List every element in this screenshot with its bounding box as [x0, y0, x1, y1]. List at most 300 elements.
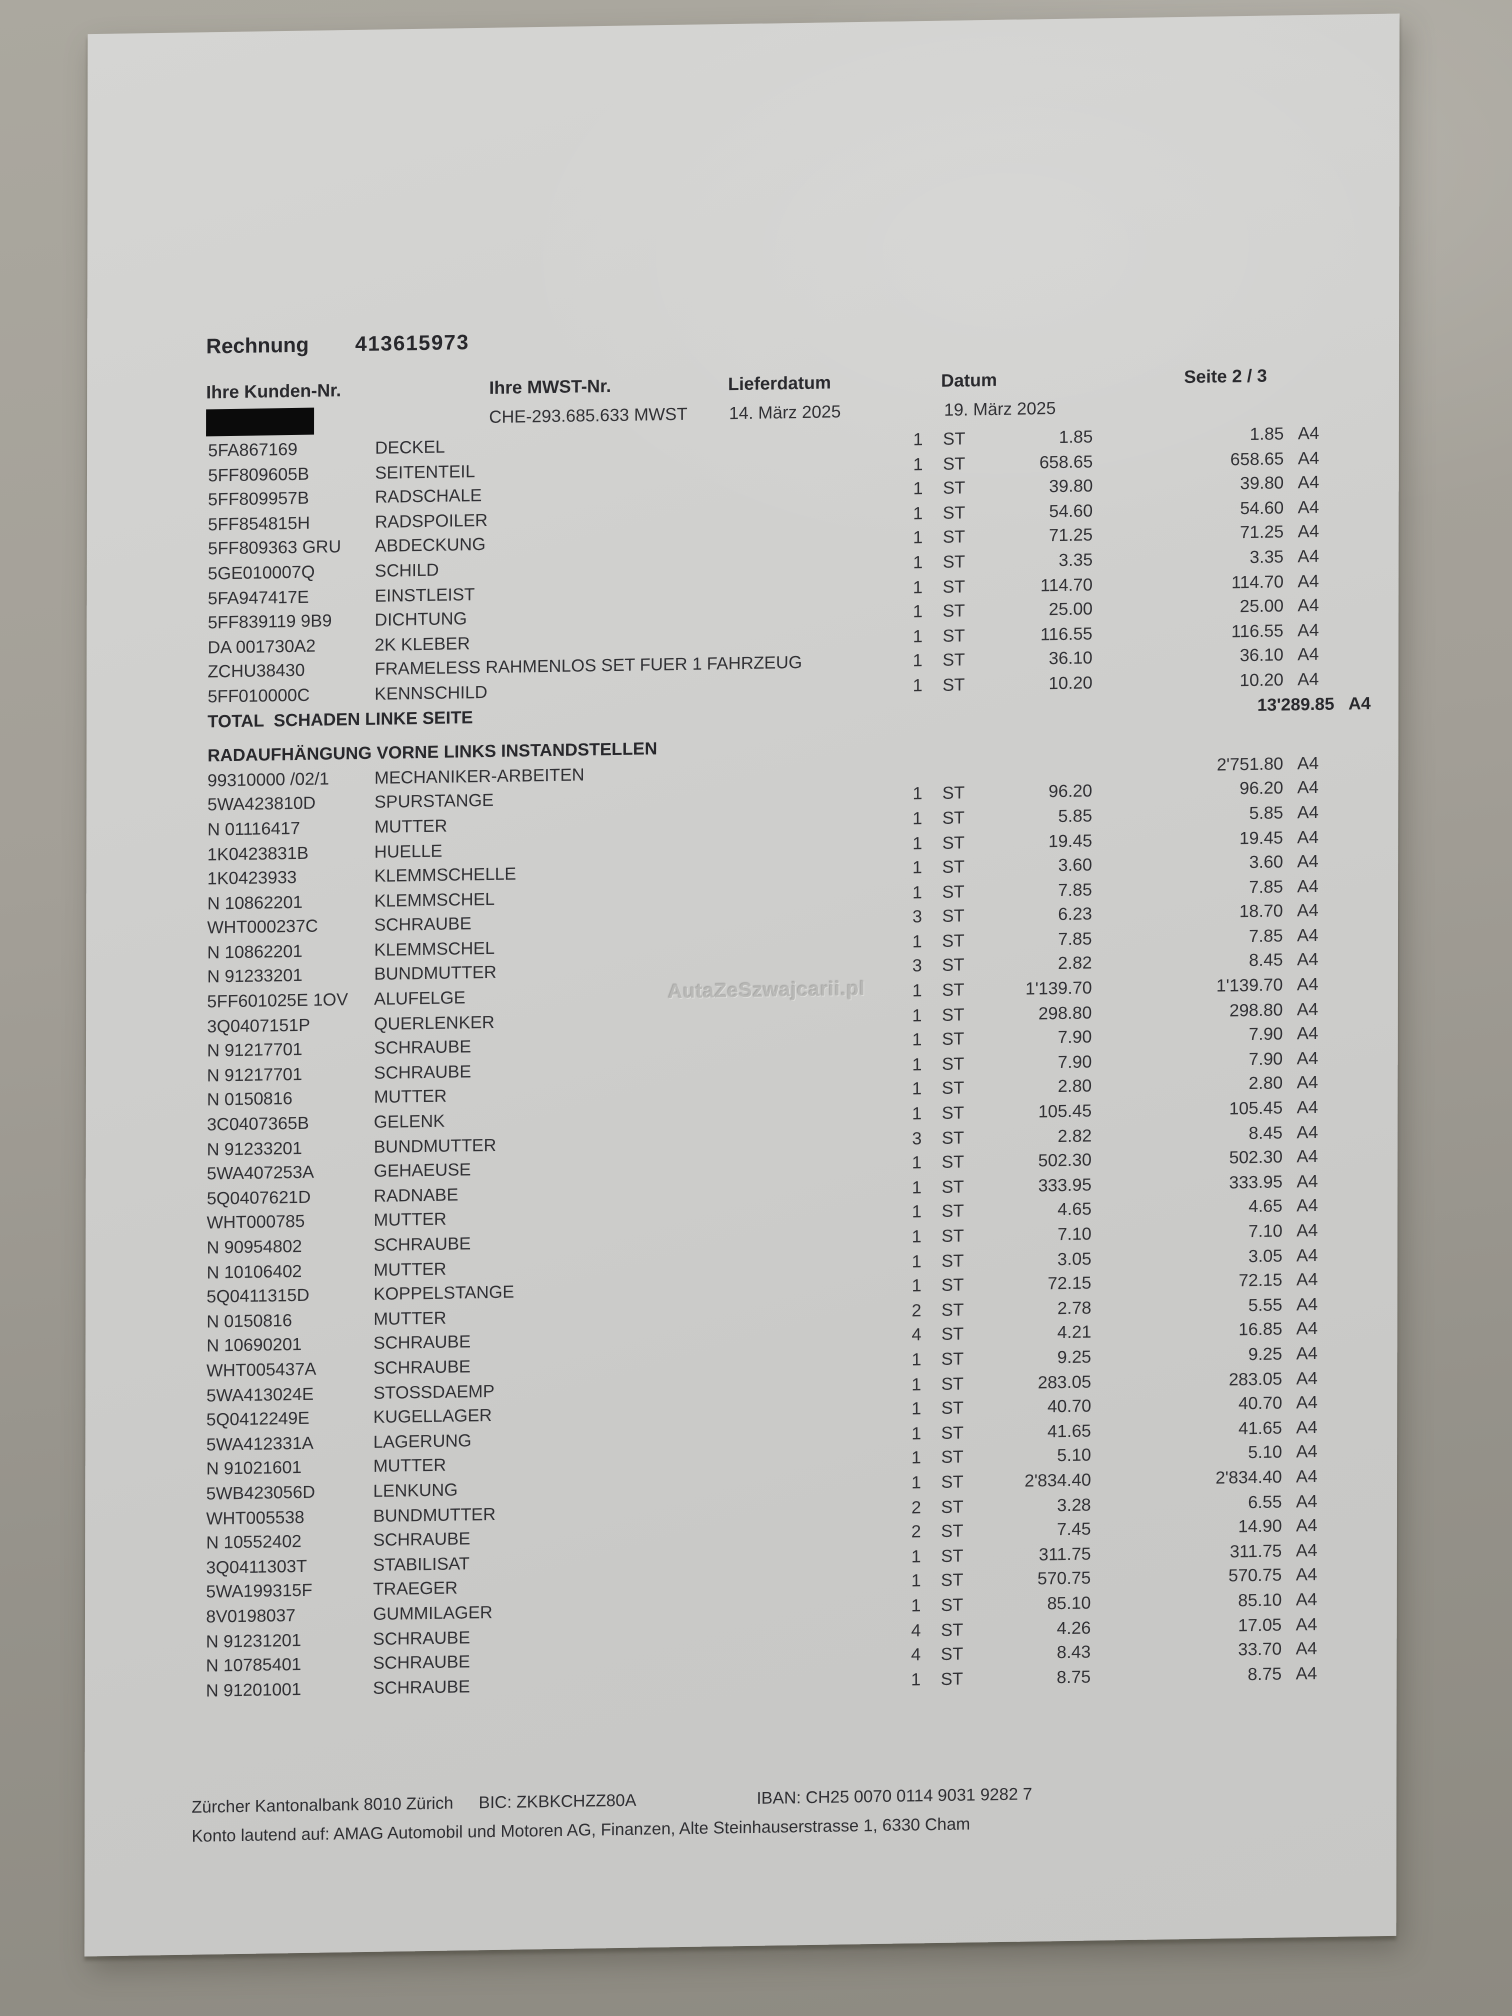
- quantity-cell: 3: [912, 906, 923, 927]
- part-number-cell: 1K0423933: [207, 867, 297, 889]
- description-cell: GUMMILAGER: [372, 1601, 493, 1624]
- unit-cell: [942, 756, 982, 781]
- quantity-cell: 2: [911, 1496, 922, 1517]
- part-number-cell: 5FF809957B: [207, 487, 310, 510]
- unit-cell: ST: [941, 1077, 965, 1099]
- part-number-cell: 5FF809363 GRU: [207, 536, 342, 559]
- description-cell: GEHAEUSE: [373, 1159, 471, 1182]
- account-code-cell: A4: [1296, 1441, 1318, 1462]
- account-code-cell: A4: [1297, 826, 1319, 847]
- quantity-cell: 1: [911, 1545, 921, 1567]
- line-total-cell: 1'139.70: [1216, 974, 1283, 996]
- description-cell: LENKUNG: [373, 1479, 458, 1501]
- unit-price-cell: 1'139.70: [1025, 977, 1092, 999]
- description-cell: MECHANIKER-ARBEITEN: [374, 764, 585, 788]
- quantity-cell: 1: [911, 1250, 922, 1271]
- part-number-cell: 8V0198037: [205, 1604, 296, 1627]
- account-code-cell: A4: [1295, 1613, 1318, 1634]
- unit-price-cell: 5.85: [1058, 805, 1093, 826]
- part-number-cell: 5Q0411315D: [206, 1285, 310, 1307]
- quantity-cell: 1: [913, 502, 923, 524]
- description-cell: 2K KLEBER: [374, 632, 470, 655]
- account-code-cell: A4: [1295, 1515, 1318, 1536]
- part-number-cell: N 01116417: [207, 817, 301, 840]
- description-cell: SCHRAUBE: [373, 1356, 471, 1378]
- quantity-cell: 1: [911, 1472, 922, 1493]
- unit-price-cell: 19.45: [1048, 829, 1093, 851]
- part-number-cell: 5WA412331A: [206, 1432, 314, 1455]
- unit-cell: ST: [941, 1176, 965, 1197]
- quantity-cell: 2: [911, 1300, 922, 1321]
- quantity-cell: 1: [911, 1668, 921, 1690]
- account-code-cell: A4: [1296, 1367, 1318, 1388]
- line-total-cell: 8.45: [1248, 949, 1283, 971]
- account-code-cell: A4: [1296, 1269, 1318, 1290]
- account-code-cell: A4: [1297, 801, 1319, 823]
- line-total-cell: 39.80: [1239, 472, 1284, 494]
- unit-price-cell: 5.10: [1057, 1444, 1092, 1466]
- quantity-cell: 1: [911, 1103, 922, 1124]
- description-cell: FRAMELESS RAHMENLOS SET FUER 1 FAHRZEUG: [374, 652, 803, 680]
- unit-price-cell: 8.75: [1056, 1666, 1091, 1687]
- unit-cell: ST: [942, 782, 965, 804]
- line-total-cell: 298.80: [1229, 999, 1283, 1021]
- section-total-label: TOTAL SCHADEN LINKE SEITE: [207, 706, 473, 731]
- quantity-cell: 1: [911, 1570, 921, 1591]
- account-code-cell: A4: [1297, 570, 1320, 591]
- line-total-cell: 3.35: [1249, 546, 1284, 567]
- description-cell: KLEMMSCHELLE: [374, 863, 517, 886]
- description-cell: BUNDMUTTER: [373, 1503, 496, 1526]
- unit-price-cell: 7.85: [1057, 928, 1093, 949]
- unit-cell: ST: [941, 1004, 965, 1025]
- line-total-cell: 40.70: [1238, 1392, 1283, 1414]
- quantity-cell: 1: [912, 1029, 922, 1050]
- unit-cell: ST: [941, 1028, 965, 1050]
- account-code-cell: A4: [1297, 496, 1320, 517]
- watermark: AutaZeSzwajcarii.pl: [667, 978, 866, 1004]
- part-number-cell: N 90954802: [206, 1235, 303, 1258]
- unit-cell: ST: [942, 930, 965, 951]
- line-total-cell: 2'834.40: [1215, 1466, 1283, 1488]
- unit-cell: ST: [942, 807, 965, 828]
- unit-cell: ST: [942, 453, 966, 474]
- account-code-cell: A4: [1297, 545, 1320, 567]
- unit-cell: ST: [942, 881, 965, 902]
- line-total-cell: 5.85: [1249, 802, 1284, 823]
- quantity-cell: 4: [911, 1619, 921, 1640]
- account-code-cell: A4: [1296, 1170, 1318, 1192]
- account-code-cell: A4: [1297, 644, 1319, 665]
- description-cell: GELENK: [373, 1110, 445, 1132]
- account-code-cell: A4: [1295, 1588, 1318, 1610]
- part-number-cell: 5FA947417E: [207, 586, 309, 608]
- unit-cell: ST: [941, 1151, 965, 1173]
- account-code-cell: A4: [1296, 1293, 1318, 1315]
- description-cell: STABILISAT: [373, 1553, 470, 1575]
- quantity-cell: 1: [912, 1078, 922, 1099]
- description-cell: SCHRAUBE: [373, 1528, 471, 1550]
- unit-price-cell: 333.95: [1038, 1174, 1092, 1196]
- description-cell: MUTTER: [373, 1307, 447, 1329]
- unit-price-cell: 39.80: [1049, 475, 1093, 497]
- quantity-cell: 1: [911, 1373, 922, 1394]
- quantity-cell: 1: [912, 783, 923, 804]
- unit-cell: ST: [941, 1446, 964, 1468]
- quantity-cell: 1: [911, 1349, 922, 1370]
- quantity-cell: 1: [912, 1054, 922, 1075]
- unit-price-cell: 7.45: [1056, 1518, 1092, 1540]
- line-items-table: [85, 420, 1399, 1705]
- description-cell: QUERLENKER: [373, 1011, 495, 1034]
- part-number-cell: 5WA423810D: [207, 792, 316, 815]
- unit-cell: ST: [941, 1323, 964, 1345]
- description-cell: SCHRAUBE: [373, 1331, 471, 1354]
- part-number-cell: 5WB423056D: [206, 1481, 316, 1504]
- part-number-cell: 3C0407365B: [206, 1112, 310, 1135]
- description-cell: SCHRAUBE: [373, 1233, 471, 1255]
- account-holder-line: Konto lautend auf: AMAG Automobil und Motoren AG, Finanzen, Alte Steinhauserstrasse 1, 6330 Cham: [191, 1814, 971, 1846]
- account-code-cell: A4: [1297, 875, 1319, 896]
- account-code-cell: A4: [1296, 1219, 1318, 1241]
- quantity-cell: 1: [912, 576, 923, 597]
- unit-price-cell: 3.28: [1056, 1494, 1092, 1515]
- line-total-cell: 85.10: [1238, 1589, 1282, 1611]
- line-total-cell: 116.55: [1231, 620, 1284, 642]
- description-cell: KOPPELSTANGE: [373, 1281, 515, 1305]
- line-total-cell: 7.90: [1248, 1023, 1283, 1045]
- account-code-cell: A4: [1296, 1195, 1318, 1216]
- unit-price-cell: 7.10: [1057, 1223, 1092, 1245]
- quantity-cell: 1: [911, 1152, 922, 1173]
- line-total-cell: 333.95: [1229, 1171, 1283, 1193]
- quantity-cell: 1: [912, 980, 922, 1001]
- unit-price-cell: 2.80: [1057, 1075, 1092, 1097]
- quantity-cell: [854, 757, 922, 783]
- part-number-cell: N 0150816: [206, 1309, 293, 1332]
- quantity-cell: 1: [912, 832, 923, 853]
- unit-cell: ST: [942, 649, 965, 671]
- unit-price-cell: 7.90: [1057, 1026, 1092, 1048]
- unit-cell: ST: [941, 1299, 964, 1320]
- unit-price-cell: 105.45: [1038, 1100, 1092, 1122]
- unit-price-cell: 9.25: [1057, 1346, 1092, 1368]
- quantity-cell: 1: [912, 601, 923, 622]
- customer-number-redaction: [206, 408, 314, 437]
- description-cell: KENNSCHILD: [374, 681, 488, 704]
- delivery-date-label: Lieferdatum: [728, 372, 832, 395]
- account-code-cell: A4: [1296, 1244, 1318, 1265]
- part-number-cell: 5GE010007Q: [207, 561, 315, 584]
- part-number-cell: 5FF809605B: [207, 463, 310, 485]
- account-code-cell: A4: [1296, 1146, 1319, 1167]
- line-total-cell: 33.70: [1237, 1638, 1282, 1660]
- line-total-cell: 71.25: [1239, 521, 1284, 543]
- account-code-cell: A4: [1297, 668, 1319, 690]
- unit-price-cell: 114.70: [1040, 574, 1093, 595]
- unit-price-cell: 25.00: [1048, 598, 1093, 620]
- line-total-cell: 5.55: [1248, 1294, 1283, 1315]
- unit-price-cell: 283.05: [1037, 1371, 1092, 1392]
- unit-cell: ST: [940, 1520, 964, 1542]
- line-total-cell: 3.60: [1249, 851, 1284, 873]
- unit-cell: ST: [940, 1619, 964, 1640]
- part-number-cell: DA 001730A2: [207, 635, 316, 658]
- unit-cell: ST: [940, 1569, 964, 1591]
- description-cell: KLEMMSCHEL: [374, 937, 495, 960]
- unit-price-cell: 502.30: [1038, 1149, 1092, 1171]
- part-number-cell: 5FF601025E 1OV: [207, 989, 349, 1012]
- unit-cell: ST: [941, 1053, 965, 1074]
- unit-price-cell: 72.15: [1047, 1272, 1092, 1294]
- description-cell: MUTTER: [374, 815, 448, 837]
- line-total-cell: 8.45: [1248, 1122, 1283, 1143]
- line-total-cell: 1.85: [1249, 423, 1284, 444]
- quantity-cell: 1: [913, 429, 923, 450]
- account-code-cell: A4: [1295, 1539, 1318, 1561]
- unit-price-cell: 71.25: [1048, 524, 1093, 546]
- part-number-cell: 5WA413024E: [206, 1383, 314, 1406]
- description-cell: SCHRAUBE: [373, 1061, 472, 1083]
- quantity-cell: 4: [911, 1644, 921, 1665]
- quantity-cell: 1: [911, 1422, 922, 1444]
- unit-cell: ST: [942, 477, 966, 498]
- unit-cell: ST: [940, 1643, 964, 1665]
- line-total-cell: 7.10: [1248, 1220, 1283, 1242]
- line-total-cell: 7.90: [1248, 1048, 1283, 1069]
- line-total-cell: 2'751.80: [1216, 753, 1284, 775]
- description-cell: MUTTER: [373, 1455, 447, 1477]
- line-total-cell: 114.70: [1231, 571, 1284, 592]
- account-code-cell: A4: [1297, 447, 1320, 468]
- description-cell: DICHTUNG: [374, 608, 468, 630]
- part-number-cell: WHT000785: [206, 1211, 305, 1233]
- unit-price-cell: 7.85: [1058, 879, 1093, 900]
- account-code-cell: A4: [1296, 1416, 1318, 1438]
- part-number-cell: WHT005538: [206, 1506, 305, 1529]
- quantity-cell: 1: [911, 1595, 921, 1616]
- account-code-cell: A4: [1295, 1564, 1318, 1585]
- unit-price-cell: [982, 754, 1092, 780]
- part-number-cell: 3Q0411303T: [206, 1555, 307, 1578]
- quantity-cell: 1: [912, 808, 923, 829]
- invoice-footer: [85, 1774, 1397, 1846]
- part-number-cell: N 10862201: [207, 891, 303, 914]
- unit-cell: ST: [942, 551, 966, 572]
- account-code-cell: A4: [1296, 1318, 1318, 1339]
- unit-cell: ST: [942, 856, 965, 877]
- unit-price-cell: 658.65: [1039, 451, 1093, 472]
- line-total-cell: 3.05: [1248, 1245, 1283, 1266]
- unit-price-cell: 10.20: [1048, 672, 1093, 694]
- description-cell: SCHILD: [374, 559, 439, 581]
- description-cell: MUTTER: [373, 1086, 447, 1108]
- description-cell: BUNDMUTTER: [373, 1134, 497, 1157]
- quantity-cell: 1: [912, 881, 923, 903]
- quantity-cell: 1: [911, 1177, 922, 1198]
- quantity-cell: 4: [911, 1324, 922, 1345]
- line-total-cell: 9.25: [1248, 1343, 1283, 1365]
- unit-cell: ST: [941, 1225, 964, 1246]
- description-cell: TRAEGER: [372, 1577, 458, 1600]
- description-cell: KLEMMSCHEL: [374, 888, 495, 911]
- quantity-cell: 1: [913, 453, 923, 474]
- description-cell: LAGERUNG: [373, 1430, 472, 1452]
- part-number-cell: ZCHU38430: [207, 660, 305, 682]
- unit-price-cell: 4.21: [1057, 1321, 1092, 1343]
- account-code-cell: A4: [1297, 900, 1319, 921]
- account-code-cell: A4: [1296, 998, 1319, 1019]
- section-total-code: A4: [1348, 692, 1371, 713]
- line-total-cell: 105.45: [1229, 1097, 1283, 1119]
- unit-cell: ST: [941, 1422, 964, 1443]
- unit-price-cell: 8.43: [1056, 1641, 1091, 1663]
- part-number-cell: WHT005437A: [206, 1358, 317, 1381]
- unit-cell: ST: [941, 954, 965, 976]
- unit-price-cell: 36.10: [1048, 647, 1093, 669]
- account-code-cell: A4: [1297, 422, 1320, 444]
- quantity-cell: 3: [911, 1127, 922, 1148]
- description-cell: SCHRAUBE: [372, 1626, 471, 1649]
- account-code-cell: A4: [1295, 1638, 1318, 1659]
- line-total-cell: 19.45: [1239, 826, 1284, 848]
- unit-price-cell: 116.55: [1040, 623, 1093, 645]
- line-total-cell: 570.75: [1228, 1564, 1282, 1586]
- description-cell: BUNDMUTTER: [374, 962, 497, 985]
- unit-cell: ST: [941, 1373, 964, 1394]
- unit-cell: ST: [941, 1102, 965, 1123]
- description-cell: SCHRAUBE: [374, 913, 472, 936]
- description-cell: SPURSTANGE: [374, 790, 494, 813]
- unit-price-cell: 4.26: [1056, 1617, 1091, 1638]
- description-cell: SCHRAUBE: [372, 1651, 471, 1673]
- invoice-number: 413615973: [355, 331, 470, 356]
- description-cell: SEITENTEIL: [374, 460, 476, 483]
- unit-cell: ST: [942, 526, 966, 548]
- unit-cell: ST: [941, 1471, 964, 1492]
- unit-price-cell: 3.60: [1058, 854, 1093, 876]
- description-cell: RADSPOILER: [374, 509, 488, 532]
- part-number-cell: 5Q0407621D: [206, 1186, 311, 1209]
- line-total-cell: 5.10: [1248, 1441, 1283, 1463]
- line-total-cell: 41.65: [1238, 1417, 1283, 1439]
- line-total-cell: 311.75: [1229, 1540, 1282, 1562]
- invoice-paper: [84, 14, 1399, 1957]
- part-number-cell: N 91021601: [206, 1457, 302, 1479]
- unit-cell: ST: [941, 1274, 964, 1296]
- account-code-cell: A4: [1296, 1465, 1318, 1487]
- line-total-cell: 283.05: [1228, 1368, 1283, 1389]
- line-total-cell: 6.55: [1247, 1491, 1283, 1512]
- section-total-amount: 13'289.85: [1257, 693, 1335, 715]
- part-number-cell: 99310000 /02/1: [207, 768, 330, 791]
- vat-number-label: Ihre MWST-Nr.: [489, 375, 612, 398]
- date-label: Datum: [941, 369, 998, 391]
- unit-cell: ST: [942, 625, 965, 646]
- part-number-cell: N 10552402: [206, 1531, 302, 1553]
- account-code-cell: A4: [1296, 1342, 1318, 1364]
- unit-cell: ST: [942, 831, 965, 853]
- description-cell: HUELLE: [374, 840, 443, 862]
- line-total-cell: 36.10: [1239, 644, 1284, 666]
- part-number-cell: N 91201001: [205, 1678, 302, 1701]
- unit-price-cell: 2.78: [1057, 1297, 1092, 1318]
- part-number-cell: N 91217701: [206, 1063, 303, 1086]
- unit-cell: ST: [941, 1348, 964, 1369]
- description-cell: MUTTER: [373, 1258, 447, 1280]
- unit-cell: ST: [941, 1200, 964, 1222]
- description-cell: RADNABE: [373, 1184, 459, 1206]
- part-number-cell: N 10785401: [205, 1654, 302, 1676]
- unit-price-cell: 3.05: [1057, 1248, 1092, 1269]
- vat-number-value: CHE-293.685.633 MWST: [489, 403, 688, 427]
- line-total-cell: 10.20: [1239, 669, 1284, 691]
- unit-cell: ST: [941, 1397, 964, 1419]
- unit-price-cell: 85.10: [1047, 1592, 1091, 1614]
- line-total-cell: 658.65: [1230, 448, 1284, 469]
- line-total-cell: 8.75: [1247, 1663, 1282, 1684]
- part-number-cell: 5WA199315F: [206, 1580, 313, 1602]
- quantity-cell: 1: [912, 650, 923, 671]
- bic-value: BIC: ZKBKCHZZ80A: [478, 1790, 637, 1813]
- description-cell: STOSSDAEMP: [373, 1380, 495, 1403]
- unit-cell: ST: [942, 428, 966, 449]
- description-cell: ABDECKUNG: [374, 534, 486, 557]
- page-title: Rechnung: [206, 333, 309, 359]
- line-total-cell: 17.05: [1237, 1614, 1282, 1635]
- account-code-cell: A4: [1296, 974, 1319, 995]
- unit-cell: ST: [941, 979, 965, 1000]
- description-cell: SCHRAUBE: [372, 1676, 471, 1698]
- invoice-content: [84, 14, 1399, 1957]
- unit-price-cell: 2.82: [1057, 1125, 1092, 1146]
- quantity-cell: 1: [912, 675, 923, 696]
- part-number-cell: 5FF839119 9B9: [207, 610, 332, 633]
- unit-cell: ST: [942, 576, 966, 597]
- description-cell: RADSCHALE: [374, 485, 482, 507]
- description-cell: SCHRAUBE: [373, 1036, 472, 1059]
- date-value: 19. März 2025: [943, 397, 1056, 420]
- iban-value: IBAN: CH25 0070 0114 9031 9282 7: [756, 1784, 1033, 1808]
- unit-cell: ST: [940, 1668, 964, 1689]
- unit-cell: ST: [942, 502, 966, 523]
- part-number-cell: 5FA867169: [207, 438, 298, 461]
- unit-price-cell: 2'834.40: [1024, 1469, 1092, 1491]
- part-number-cell: 5FF010000C: [207, 684, 310, 707]
- part-number-cell: N 10862201: [207, 940, 303, 963]
- account-code-cell: A4: [1296, 1392, 1318, 1413]
- quantity-cell: 1: [912, 625, 923, 647]
- part-number-cell: N 91217701: [206, 1039, 303, 1061]
- invoice-title-row: [206, 331, 470, 360]
- account-code-cell: A4: [1295, 1490, 1318, 1511]
- unit-cell: ST: [942, 674, 965, 695]
- unit-cell: ST: [942, 600, 966, 621]
- unit-price-cell: 6.23: [1057, 903, 1093, 925]
- line-total-cell: 54.60: [1239, 497, 1284, 518]
- unit-price-cell: 570.75: [1037, 1567, 1091, 1589]
- line-total-cell: 4.65: [1248, 1195, 1283, 1217]
- quantity-cell: 1: [912, 552, 923, 573]
- quantity-cell: 1: [912, 931, 923, 952]
- part-number-cell: N 10106402: [206, 1260, 302, 1283]
- description-cell: MUTTER: [373, 1209, 447, 1231]
- unit-cell: ST: [941, 1250, 964, 1271]
- account-code-cell: A4: [1297, 595, 1319, 616]
- account-code-cell: A4: [1296, 1096, 1319, 1118]
- quantity-cell: 1: [911, 1201, 922, 1222]
- account-code-cell: A4: [1297, 851, 1319, 872]
